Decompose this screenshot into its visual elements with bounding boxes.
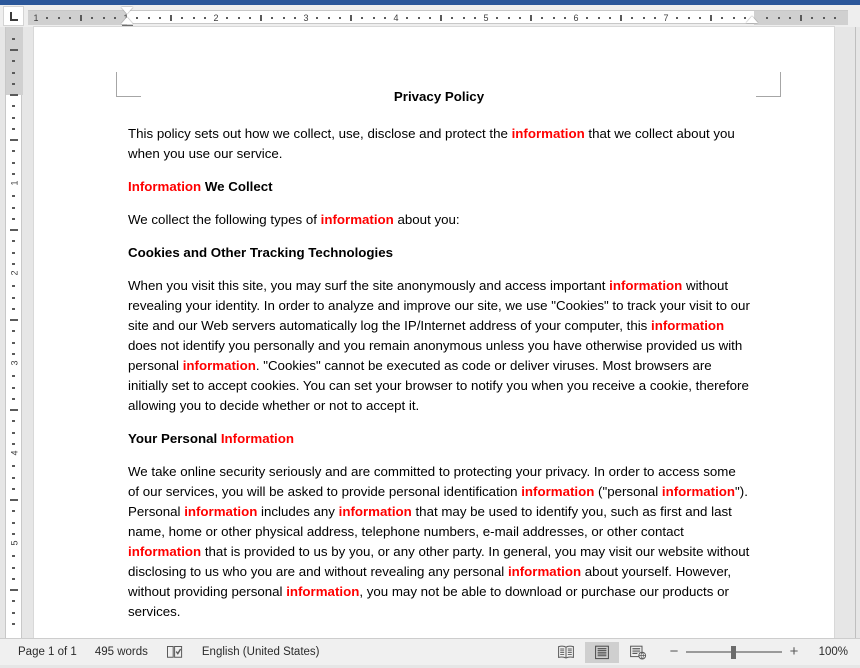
ruler-number: 1 [9, 180, 20, 186]
vertical-ruler[interactable] [5, 27, 22, 638]
ruler-tick [46, 17, 48, 19]
ruler-tick [12, 252, 15, 254]
ruler-tick [373, 17, 375, 19]
ruler-tick [823, 17, 825, 19]
ruler-tick [541, 17, 543, 19]
text-run: Cookies and Other Tracking Technologies [128, 245, 394, 260]
text-run: We take online security seriously and are committed to protecting your privacy. In order to access some of our services, you will be asked to provide personal identification [128, 464, 736, 499]
ruler-tick [699, 17, 701, 19]
zoom-slider-thumb[interactable] [731, 646, 736, 659]
ruler-tick [800, 15, 802, 21]
ruler-tick [12, 387, 15, 389]
document-page[interactable] [34, 27, 834, 638]
ruler-tick [12, 432, 15, 434]
ruler-number: 2 [213, 13, 219, 23]
ruler-tick [811, 17, 813, 19]
ruler-tick [710, 15, 712, 21]
ruler-tick [12, 297, 15, 299]
text-run: includes any [257, 504, 339, 519]
ruler-tick [181, 17, 183, 19]
proofing-errors-icon[interactable] [157, 642, 193, 662]
ruler-tick [564, 17, 566, 19]
ruler-tick [12, 578, 15, 580]
ruler-tick [586, 17, 588, 19]
ruler-tick [676, 17, 678, 19]
ruler-tick [12, 612, 15, 614]
ruler-tick [429, 17, 431, 19]
word-count-indicator[interactable]: 495 words [94, 646, 148, 658]
document-canvas [23, 27, 855, 638]
ruler-tick [463, 17, 465, 19]
ruler-tick [620, 15, 622, 21]
ruler-tick [553, 17, 555, 19]
text-run: "). Personal [128, 484, 748, 519]
ruler-tick [12, 567, 15, 569]
ruler-tick [12, 420, 15, 422]
ruler-tick [721, 17, 723, 19]
ruler-tick [103, 17, 105, 19]
view-button-web-layout[interactable] [621, 642, 655, 663]
ruler-tick [271, 17, 273, 19]
ruler-tick [12, 105, 15, 107]
ruler-tick [10, 94, 18, 96]
ruler-tick [12, 398, 15, 400]
ruler-number: 3 [9, 360, 20, 366]
ruler-tick [12, 488, 15, 490]
text-run: about yourself. However, without providing personal [128, 564, 732, 599]
ruler-tick [12, 60, 15, 62]
ruler-number: 1 [123, 13, 129, 23]
highlighted-term: information [128, 544, 202, 559]
document-paragraph [128, 276, 750, 416]
highlighted-term: information [338, 504, 412, 519]
ruler-tick [193, 17, 195, 19]
text-run: Your Personal [128, 431, 221, 446]
ruler-tick [598, 17, 600, 19]
ruler-number: 7 [663, 13, 669, 23]
ruler-tick [12, 207, 15, 209]
ruler-tick [384, 17, 386, 19]
highlighted-term: information [184, 504, 258, 519]
page-title: Privacy Policy [393, 89, 485, 104]
ruler-tick [12, 555, 15, 557]
ruler-tick [766, 17, 768, 19]
ruler-tick [643, 17, 645, 19]
text-run: without revealing your identity. In order to analyze and improve our site, we use "Cookies" to track your visit to our site and our Web servers automatically log the IP/Internet address of your computer, this [128, 278, 750, 333]
document-heading [128, 429, 750, 449]
ruler-tick [361, 17, 363, 19]
ruler-tick [204, 17, 206, 19]
ruler-number: 1 [33, 13, 39, 23]
zoom-in-button[interactable]: + [789, 643, 799, 660]
text-run: This policy sets out how we collect, use, disclose and protect the [128, 126, 512, 141]
zoom-control[interactable] [666, 645, 802, 659]
ruler-tick [12, 117, 15, 119]
ruler-tick [496, 17, 498, 19]
right-gutter [855, 27, 860, 638]
highlighted-term: information [609, 278, 683, 293]
view-button-read-mode[interactable] [549, 642, 583, 663]
ruler-tick [159, 17, 161, 19]
ruler-left-margin-zone [28, 11, 127, 25]
ruler-number: 2 [9, 270, 20, 276]
ruler-tick [80, 15, 82, 21]
document-heading [128, 177, 750, 197]
document-paragraph [128, 210, 750, 230]
ruler-tick [778, 17, 780, 19]
ruler-tick [440, 15, 442, 21]
ruler-tick [10, 139, 18, 141]
ruler-tick [12, 465, 15, 467]
ruler-tick [789, 17, 791, 19]
ruler-tick [294, 17, 296, 19]
ruler-tick [69, 17, 71, 19]
text-run: that may be used to identify you, such as first and last name, home or other physical address, telephone numbers, e-mail addresses, or other contact [128, 504, 732, 539]
ruler-tick [12, 128, 15, 130]
ruler-tick [530, 15, 532, 21]
ruler-number: 4 [393, 13, 399, 23]
ruler-tick [508, 17, 510, 19]
ruler-tick [12, 477, 15, 479]
ruler-tick [260, 15, 262, 21]
language-indicator[interactable]: English (United States) [201, 646, 320, 658]
ruler-tick [12, 330, 15, 332]
document-blocks [128, 124, 750, 655]
ruler-number: 5 [9, 540, 20, 546]
status-bar [0, 638, 860, 665]
highlighted-term: information [661, 484, 736, 499]
highlighted-term: information [521, 484, 595, 499]
highlighted-term: information [320, 212, 394, 227]
ruler-tick [12, 600, 15, 602]
ruler-tick [148, 17, 150, 19]
document-heading [128, 243, 750, 263]
ruler-tick [12, 510, 15, 512]
ruler-tick [12, 342, 15, 344]
ruler-tick [12, 285, 15, 287]
text-run: We Collect [201, 179, 273, 194]
ruler-tick [91, 17, 93, 19]
horizontal-ruler[interactable] [28, 10, 848, 24]
ruler-tick [12, 522, 15, 524]
ruler-tick [10, 229, 18, 231]
ruler-tick [12, 72, 15, 74]
ruler-tick [451, 17, 453, 19]
ruler-tick [406, 17, 408, 19]
ruler-tick [10, 319, 18, 321]
view-button-print-layout[interactable] [585, 642, 619, 663]
ruler-tick [136, 17, 138, 19]
ruler-tick [12, 240, 15, 242]
ruler-tick [10, 499, 18, 501]
ruler-tick [170, 15, 172, 21]
ruler-tick [238, 17, 240, 19]
page-indicator[interactable]: Page 1 of 1 [18, 646, 77, 658]
ruler-tick [339, 17, 341, 19]
ruler-tick [733, 17, 735, 19]
document-paragraph [128, 124, 750, 164]
text-run: does not identify you personally and you remain anonymous unless you have otherwise provided us with personal [128, 338, 743, 373]
ruler-tick [609, 17, 611, 19]
ruler-tick [114, 17, 116, 19]
hanging-indent-marker[interactable] [121, 17, 133, 24]
ruler-tick [418, 17, 420, 19]
ruler-tick [328, 17, 330, 19]
ruler-tick [10, 589, 18, 591]
ruler-number: 3 [303, 13, 309, 23]
document-text-body[interactable] [128, 87, 750, 668]
ruler-tick [631, 17, 633, 19]
ruler-tick [226, 17, 228, 19]
margin-corner-top-right [756, 72, 781, 97]
ruler-tick [350, 15, 352, 21]
ruler-number: 6 [573, 13, 579, 23]
ruler-tick [12, 83, 15, 85]
first-line-indent-marker[interactable] [121, 7, 133, 14]
ruler-tick [654, 17, 656, 19]
right-indent-marker[interactable] [746, 16, 758, 23]
highlighted-term: information [286, 584, 360, 599]
ruler-tick [10, 49, 18, 51]
text-run: When you visit this site, you may surf the site anonymously and access important [128, 278, 610, 293]
ruler-tick [834, 17, 836, 19]
horizontal-ruler-area [0, 5, 860, 27]
text-run: ("personal [594, 484, 662, 499]
text-run: that is provided to us by you, or any other party. In general, you may visit our website without disclosing to us who you are and without revealing any personal [128, 544, 750, 579]
ruler-tick [58, 17, 60, 19]
ruler-tick [12, 308, 15, 310]
highlighted-term: Information [220, 431, 294, 446]
zoom-out-button[interactable]: − [669, 643, 679, 660]
highlighted-term: information [507, 564, 582, 579]
ruler-tick [688, 17, 690, 19]
ruler-tick [12, 218, 15, 220]
text-run: We collect the following types of [128, 212, 321, 227]
text-run: about you: [393, 212, 460, 227]
ruler-tick [12, 150, 15, 152]
ruler-tick [12, 162, 15, 164]
ruler-number: 4 [9, 450, 20, 456]
ruler-tick [12, 195, 15, 197]
highlighted-term: information [651, 318, 725, 333]
zoom-level-indicator[interactable]: 100% [818, 646, 848, 658]
ruler-tick [12, 38, 15, 40]
left-tab-stop-icon[interactable] [3, 6, 24, 26]
ruler-tick [519, 17, 521, 19]
ruler-tick [12, 375, 15, 377]
document-paragraph [128, 462, 750, 622]
text-run: that we collect about you when you use our service. [128, 126, 735, 161]
ruler-tick [249, 17, 251, 19]
highlighted-term: Information [128, 179, 202, 194]
ruler-tick [283, 17, 285, 19]
zoom-slider[interactable] [686, 645, 782, 659]
ruler-tick [474, 17, 476, 19]
ruler-tick [316, 17, 318, 19]
highlighted-term: information [511, 126, 585, 141]
text-run: . "Cookies" cannot be executed as code or deliver viruses. Most browsers are initially set to accept cookies. You can set your browser to notify you when you receive a cookie, therefore allowing you to decide whether or not to accept it. [128, 358, 749, 413]
ruler-number: 5 [483, 13, 489, 23]
ruler-tick [10, 409, 18, 411]
text-run: , you may not be able to download or purchase our products or services. [128, 584, 729, 619]
ruler-tick [12, 623, 15, 625]
highlighted-term: information [182, 358, 256, 373]
